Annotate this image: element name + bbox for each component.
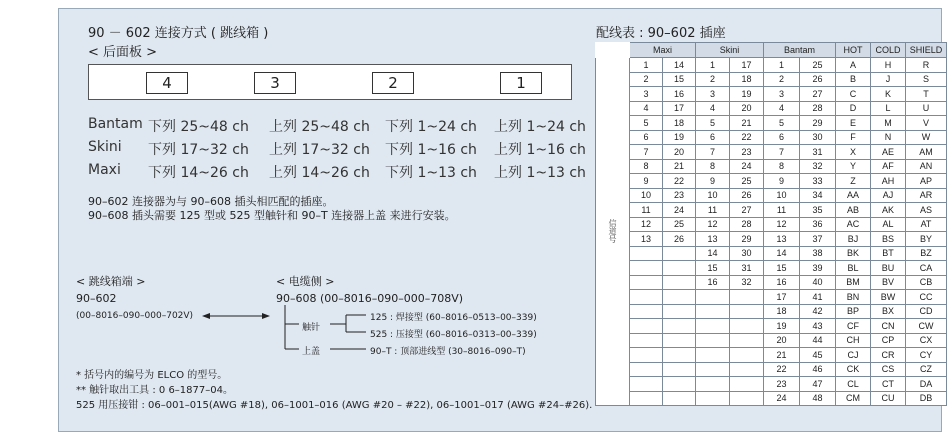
table-cell	[696, 304, 730, 319]
table-cell: 1	[630, 58, 663, 73]
table-row	[596, 290, 947, 305]
arrow-left-head-icon	[202, 313, 210, 319]
table-cell: 46	[800, 362, 836, 377]
table-cell: 41	[800, 290, 836, 305]
table-cell: CZ	[906, 362, 947, 377]
table-cell: 32	[800, 159, 836, 174]
table-row	[596, 217, 947, 232]
table-cell: 48	[800, 391, 836, 406]
table-cell	[663, 391, 696, 406]
table-cell: 3	[630, 87, 663, 102]
table-cell: U	[906, 101, 947, 116]
table-cell: 28	[800, 101, 836, 116]
channel-side-label	[596, 58, 630, 406]
table-cell: A	[836, 58, 871, 73]
table-cell: 31	[730, 261, 764, 276]
table-cell: 16	[663, 87, 696, 102]
right-connector-model: 90–608 (00–8016–090–000–708V)	[276, 292, 464, 305]
table-cell: 1	[764, 58, 800, 73]
table-cell: CF	[836, 319, 871, 334]
table-cell: BP	[836, 304, 871, 319]
table-cell: 4	[764, 101, 800, 116]
table-row	[596, 261, 947, 276]
table-cell	[663, 377, 696, 392]
header-maxi: Maxi	[630, 43, 696, 58]
header-skini: Skini	[696, 43, 764, 58]
table-cell: CM	[836, 391, 871, 406]
table-cell: 4	[696, 101, 730, 116]
table-cell: CK	[836, 362, 871, 377]
table-cell: 10	[630, 188, 663, 203]
table-cell: BN	[836, 290, 871, 305]
table-cell: BV	[871, 275, 906, 290]
table-cell	[730, 391, 764, 406]
table-cell: CP	[871, 333, 906, 348]
table-cell: 13	[630, 232, 663, 247]
table-cell	[663, 304, 696, 319]
pin-4: 4	[146, 72, 188, 94]
table-cell: 19	[764, 319, 800, 334]
table-cell: C	[836, 87, 871, 102]
table-cell: 11	[696, 203, 730, 218]
footnote-2: ** 触针取出工具 : 0 6–1877–04。	[76, 385, 233, 396]
table-cell: 13	[764, 232, 800, 247]
channel-side-text: 信道号	[608, 218, 617, 243]
table-cell: 3	[764, 87, 800, 102]
table-cell: BK	[836, 246, 871, 261]
table-cell	[630, 290, 663, 305]
spec-c2: 上列 14~26 ch	[269, 165, 370, 181]
table-cell: 39	[800, 261, 836, 276]
table-cell	[696, 290, 730, 305]
table-cell: BX	[871, 304, 906, 319]
table-row	[596, 159, 947, 174]
table-cell: 2	[764, 72, 800, 87]
table-row	[596, 232, 947, 247]
table-cell: 9	[764, 174, 800, 189]
table-cell: 11	[764, 203, 800, 218]
table-cell: 6	[764, 130, 800, 145]
spec-c4: 上列 1~24 ch	[494, 119, 586, 135]
table-cell: 35	[800, 203, 836, 218]
table-cell: 8	[764, 159, 800, 174]
footnote-1: * 括号内的编号为 ELCO 的型号。	[76, 370, 228, 381]
table-cell: 21	[730, 116, 764, 131]
table-cell: AH	[871, 174, 906, 189]
table-cell	[630, 333, 663, 348]
table-cell: 38	[800, 246, 836, 261]
table-cell: CU	[871, 391, 906, 406]
table-cell: 17	[663, 101, 696, 116]
table-cell: 1	[696, 58, 730, 73]
table-cell: 18	[663, 116, 696, 131]
table-cell: J	[871, 72, 906, 87]
table-cell: 7	[764, 145, 800, 160]
table-row	[596, 333, 947, 348]
table-cell: Z	[836, 174, 871, 189]
table-row	[596, 362, 947, 377]
table-cell: CX	[906, 333, 947, 348]
table-row	[596, 145, 947, 160]
table-cell: N	[871, 130, 906, 145]
table-cell: 3	[696, 87, 730, 102]
table-row	[596, 101, 947, 116]
table-cell: AA	[836, 188, 871, 203]
spec-c3: 下列 1~24 ch	[385, 119, 477, 135]
table-cell: CR	[871, 348, 906, 363]
table-cell: F	[836, 130, 871, 145]
table-row	[596, 130, 947, 145]
table-cell: 17	[730, 58, 764, 73]
table-cell: BZ	[906, 246, 947, 261]
table-cell: 2	[630, 72, 663, 87]
table-cell: 16	[764, 275, 800, 290]
table-cell: BT	[871, 246, 906, 261]
table-cell: 15	[696, 261, 730, 276]
table-cell: 16	[696, 275, 730, 290]
table-cell: D	[836, 101, 871, 116]
table-cell: 12	[696, 217, 730, 232]
contact-125: 125 : 焊接型 (60–8016–0513–00–339)	[370, 313, 537, 323]
pin-1: 1	[500, 72, 542, 94]
header-bantam: Bantam	[764, 43, 836, 58]
table-cell: 36	[800, 217, 836, 232]
table-row	[596, 304, 947, 319]
note-1: 90–602 连接器为与 90–608 插头相匹配的插座。	[88, 195, 334, 208]
right-connector-label: < 电缆侧 >	[276, 275, 335, 288]
table-cell: 25	[730, 174, 764, 189]
note-2: 90–608 插头需要 125 型或 525 型触针和 90–T 连接器上盖 来进行安装。	[88, 209, 456, 222]
table-cell: 24	[764, 391, 800, 406]
table-cell: 13	[696, 232, 730, 247]
table-cell	[663, 275, 696, 290]
header-shield: SHIELD	[906, 43, 947, 58]
table-cell: AN	[906, 159, 947, 174]
table-cell: 37	[800, 232, 836, 247]
table-cell: 22	[764, 362, 800, 377]
arrow-right-head-icon	[262, 313, 270, 319]
spec-c4: 上列 1~16 ch	[494, 142, 586, 158]
table-cell	[730, 333, 764, 348]
table-cell: 43	[800, 319, 836, 334]
table-cell: 47	[800, 377, 836, 392]
table-cell	[630, 377, 663, 392]
table-cell: V	[906, 116, 947, 131]
side-header-blank	[596, 43, 630, 58]
table-cell: AR	[906, 188, 947, 203]
table-cell: BU	[871, 261, 906, 276]
table-cell: 15	[663, 72, 696, 87]
spec-c3: 下列 1~13 ch	[385, 165, 477, 181]
table-cell	[663, 261, 696, 276]
spec-c3: 下列 1~16 ch	[385, 142, 477, 158]
table-cell: AP	[906, 174, 947, 189]
table-cell	[663, 319, 696, 334]
table-row	[596, 391, 947, 406]
table-cell: CB	[906, 275, 947, 290]
cover-90t: 90–T : 顶部进线型 (30–8016–090–T)	[370, 347, 526, 357]
table-cell	[630, 391, 663, 406]
table-cell: 32	[730, 275, 764, 290]
table-cell: 31	[800, 145, 836, 160]
table-cell: 18	[730, 72, 764, 87]
table-cell: 25	[800, 58, 836, 73]
table-cell: AT	[906, 217, 947, 232]
table-cell	[630, 362, 663, 377]
table-cell: 22	[663, 174, 696, 189]
spec-name: Skini	[88, 139, 122, 155]
table-cell: 30	[800, 130, 836, 145]
table-cell: 9	[630, 174, 663, 189]
table-cell: 6	[630, 130, 663, 145]
table-cell: BJ	[836, 232, 871, 247]
table-cell: DB	[906, 391, 947, 406]
table-cell: CY	[906, 348, 947, 363]
table-cell	[730, 319, 764, 334]
table-cell: 14	[663, 58, 696, 73]
subtitle: < 后面板 >	[88, 45, 158, 60]
table-cell: 28	[730, 217, 764, 232]
table-cell: 27	[800, 87, 836, 102]
table-cell: M	[871, 116, 906, 131]
table-cell: AC	[836, 217, 871, 232]
table-cell: AF	[871, 159, 906, 174]
wiring-table	[595, 42, 947, 406]
table-cell: 23	[730, 145, 764, 160]
table-cell: X	[836, 145, 871, 160]
table-cell: 8	[630, 159, 663, 174]
table-cell	[663, 348, 696, 363]
table-cell: CC	[906, 290, 947, 305]
table-cell: AB	[836, 203, 871, 218]
table-cell	[663, 290, 696, 305]
table-cell: BL	[836, 261, 871, 276]
table-cell: CA	[906, 261, 947, 276]
table-row	[596, 377, 947, 392]
table-row	[596, 87, 947, 102]
table-cell: 6	[696, 130, 730, 145]
table-cell	[696, 377, 730, 392]
table-cell: AK	[871, 203, 906, 218]
table-cell	[730, 362, 764, 377]
table-cell: 12	[630, 217, 663, 232]
table-header-row	[596, 43, 947, 58]
table-cell	[630, 348, 663, 363]
contact-label: 触针	[302, 323, 321, 333]
table-cell	[630, 246, 663, 261]
table-cell: 18	[764, 304, 800, 319]
table-cell: 26	[663, 232, 696, 247]
table-cell: 14	[764, 246, 800, 261]
table-cell: 20	[764, 333, 800, 348]
table-cell: Y	[836, 159, 871, 174]
table-cell: 27	[730, 203, 764, 218]
table-cell	[696, 362, 730, 377]
table-cell: 4	[630, 101, 663, 116]
table-cell: 19	[730, 87, 764, 102]
left-connector-model: 90–602	[76, 292, 117, 305]
table-cell: CH	[836, 333, 871, 348]
table-row	[596, 246, 947, 261]
table-cell	[730, 348, 764, 363]
table-cell: 29	[730, 232, 764, 247]
table-cell	[730, 304, 764, 319]
table-cell: CD	[906, 304, 947, 319]
table-cell: 5	[764, 116, 800, 131]
table-row	[596, 275, 947, 290]
spec-name: Maxi	[88, 162, 121, 178]
table-cell	[696, 348, 730, 363]
table-cell	[696, 333, 730, 348]
table-cell: 14	[696, 246, 730, 261]
table-cell: K	[871, 87, 906, 102]
table-cell: CT	[871, 377, 906, 392]
table-cell: 5	[696, 116, 730, 131]
table-cell	[630, 319, 663, 334]
table-cell: AE	[871, 145, 906, 160]
table-cell	[630, 304, 663, 319]
table-cell: BW	[871, 290, 906, 305]
table-cell: 24	[663, 203, 696, 218]
table-cell	[730, 377, 764, 392]
table-cell: CL	[836, 377, 871, 392]
table-cell: 23	[663, 188, 696, 203]
table-cell: CS	[871, 362, 906, 377]
table-cell: AM	[906, 145, 947, 160]
table-cell: 30	[730, 246, 764, 261]
table-cell	[696, 319, 730, 334]
footnote-3: 525 用压接钳 : 06–001–015(AWG #18), 06–1001–016 (AWG #20 – #22), 06–1001–017 (AWG #24–#26).	[76, 400, 593, 411]
table-cell	[663, 333, 696, 348]
table-cell: 45	[800, 348, 836, 363]
spec-name: Bantam	[88, 116, 143, 132]
table-row	[596, 174, 947, 189]
table-cell: BS	[871, 232, 906, 247]
table-row	[596, 72, 947, 87]
table-cell: 17	[764, 290, 800, 305]
table-cell: H	[871, 58, 906, 73]
table-cell: 2	[696, 72, 730, 87]
spec-c4: 上列 1~13 ch	[494, 165, 586, 181]
spec-c2: 上列 17~32 ch	[269, 142, 370, 158]
table-cell: 42	[800, 304, 836, 319]
header-cold: COLD	[871, 43, 906, 58]
table-cell: 20	[663, 145, 696, 160]
table-cell: L	[871, 101, 906, 116]
table-cell: 7	[630, 145, 663, 160]
table-row	[596, 348, 947, 363]
page-title: 90 － 602 连接方式 ( 跳线箱 )	[88, 26, 269, 41]
table-cell	[630, 275, 663, 290]
spec-c1: 下列 14~26 ch	[148, 165, 249, 181]
pin-2: 2	[372, 72, 414, 94]
table-cell: 11	[630, 203, 663, 218]
table-row	[596, 319, 947, 334]
table-cell: W	[906, 130, 947, 145]
left-connector-label: < 跳线箱端 >	[76, 275, 146, 288]
table-cell: BY	[906, 232, 947, 247]
table-cell: 7	[696, 145, 730, 160]
table-title: 配线表 : 90–602 插座	[596, 26, 726, 41]
table-cell: 22	[730, 130, 764, 145]
table-cell: 5	[630, 116, 663, 131]
table-row	[596, 188, 947, 203]
table-cell: R	[906, 58, 947, 73]
table-cell: B	[836, 72, 871, 87]
table-cell: 29	[800, 116, 836, 131]
table-cell: 15	[764, 261, 800, 276]
table-cell: 44	[800, 333, 836, 348]
table-cell: CJ	[836, 348, 871, 363]
table-cell: 21	[764, 348, 800, 363]
table-cell: BM	[836, 275, 871, 290]
pin-3: 3	[254, 72, 296, 94]
table-cell: 24	[730, 159, 764, 174]
table-cell: 9	[696, 174, 730, 189]
table-cell	[696, 391, 730, 406]
table-row	[596, 116, 947, 131]
table-cell: 33	[800, 174, 836, 189]
table-cell: 23	[764, 377, 800, 392]
table-cell: 26	[800, 72, 836, 87]
spec-c1: 下列 25~48 ch	[148, 119, 249, 135]
table-cell: AL	[871, 217, 906, 232]
table-cell: CW	[906, 319, 947, 334]
table-cell	[630, 261, 663, 276]
table-cell: 34	[800, 188, 836, 203]
table-cell: 21	[663, 159, 696, 174]
table-cell: AJ	[871, 188, 906, 203]
table-cell: 12	[764, 217, 800, 232]
header-hot: HOT	[836, 43, 871, 58]
table-cell: CN	[871, 319, 906, 334]
contact-525: 525 : 压接型 (60–8016–0313–00–339)	[370, 330, 537, 340]
table-cell	[663, 246, 696, 261]
cover-label: 上盖	[302, 347, 321, 357]
table-cell	[663, 362, 696, 377]
table-cell: 25	[663, 217, 696, 232]
table-cell: 10	[764, 188, 800, 203]
table-cell: DA	[906, 377, 947, 392]
table-cell: 19	[663, 130, 696, 145]
table-cell: 10	[696, 188, 730, 203]
table-cell: 20	[730, 101, 764, 116]
table-row	[596, 58, 947, 73]
table-cell: 40	[800, 275, 836, 290]
table-cell: E	[836, 116, 871, 131]
left-connector-code: (00–8016–090–000–702V)	[76, 311, 194, 321]
table-cell: 26	[730, 188, 764, 203]
table-cell: S	[906, 72, 947, 87]
table-row	[596, 203, 947, 218]
table-cell: T	[906, 87, 947, 102]
table-cell: 8	[696, 159, 730, 174]
table-cell	[730, 290, 764, 305]
spec-c2: 上列 25~48 ch	[269, 119, 370, 135]
table-cell: AS	[906, 203, 947, 218]
spec-c1: 下列 17~32 ch	[148, 142, 249, 158]
